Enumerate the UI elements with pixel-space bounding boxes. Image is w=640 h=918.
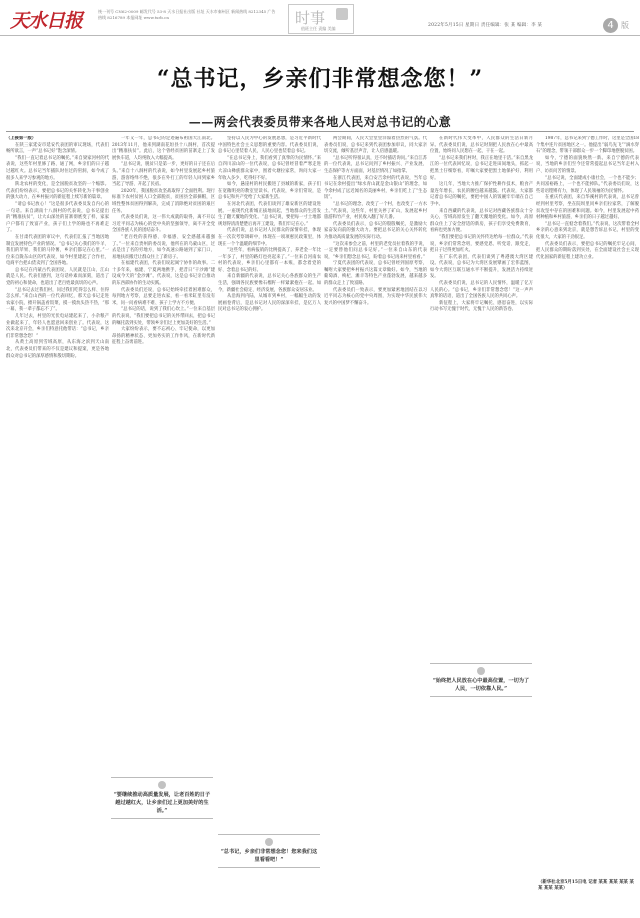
paragraph: 代表委员们一致表示，要更加紧密地团结在以习近平同志为核心的党中央周围，为实现中华民族伟大复兴的中国梦不懈奋斗。	[324, 287, 427, 306]
subheadline: ——两会代表委员带来各地人民对总书记的心意	[188, 115, 452, 129]
article-column-1	[6, 136, 109, 914]
paragraph: 几年过去，村里的光伏电站建起来了，小杂粮产业做起来了，年轻人也愿意回来创业了。代表说，这次来北京开会，乡亲们特意托他带话：“总书记，乡亲们非常想念您！”	[6, 314, 109, 339]
pull-quote-text: “总书记，乡亲们非常想念您！您来我们这里看看吧！”	[220, 849, 318, 863]
quote-icon	[477, 667, 485, 675]
paragraph: “总书记的话，说到了我们心坎上。”一位来自基层的代表说，“我们要把总书记的关怀带回去，把总书记的嘱托落到实处，带领乡亲们过上更加美好的生活。”	[112, 307, 215, 326]
jump-line: （上接第一版）	[6, 136, 37, 141]
section-box	[288, 4, 354, 34]
paragraph: 来自新疆的代表说，总书记关心各族群众的生产生活，强调各民族要像石榴籽一样紧紧抱在一起。如今，新疆社会稳定、经济发展，各族群众安居乐业。	[218, 274, 321, 293]
paragraph: 代表们说，总书记对人民群众的深情牵挂，体现在一次次考察调研中，体现在一项项惠民政策里，体现在一个个温暖的细节中。	[218, 228, 321, 247]
paragraph: 2020年，我国脱贫攻坚战取得了全面胜利。现行标准下农村贫困人口全部脱贫，贫困县全部摘帽，区域性整体贫困得到解决，完成了消除绝对贫困的艰巨任务。	[112, 188, 215, 214]
paragraph: “这次来参会之前，村里的老党员拉着我的手说，一定要替他们问总书记好。”一位来自山东的代表说，“乡亲们想念总书记，盼着总书记再来村里看看。”	[324, 241, 427, 260]
page-number-badge: 4	[603, 18, 618, 33]
pull-quote	[430, 663, 532, 697]
paragraph: 代表委员们表示，要把总书记的嘱托牢记心间，把人民群众的期盼落到实处，在全面建设社会主义现代化国家的新征程上建功立业。	[536, 241, 639, 260]
paragraph: “总书记说，全面建成小康社会，一个也不能少；共同富裕路上，一个也不能掉队。”代表委员们说，这些话语铿锵有力，体现了人民领袖的为民情怀。	[536, 175, 639, 194]
paragraph: 在陕三家延安市延安代表团的审议现场，代表们畅所欲言，一声“总书记好”饱含深情。	[6, 142, 109, 155]
headline-divider	[6, 131, 634, 132]
paragraph: “老百姓的获得感、幸福感、安全感越来越强了。”一位来自贵州的委员说，他所在的乌蒙山区，过去是出了名的穷地方，如今高速公路通到了家门口，易地扶贫搬迁让群众住上了新房子。	[112, 234, 215, 260]
paragraph: “总书记听得很认真，还不时插话询问。”来自江苏的一位代表说，总书记问到了乡村振兴、产业发展、生态保护等方方面面，对基层情况了如指掌。	[324, 155, 427, 174]
paragraph: 坚持以人民为中心的发展思想，是习近平新时代中国特色社会主义思想的重要内容。代表委员们说，总书记心里装着人民，人民心里也装着总书记。	[218, 136, 321, 155]
paragraph: 两会期间，人民大会堂里洋溢着热烈的气氛。代表委员们说，总书记来到代表团参加审议，同大家亲切交流，倾听基层声音，让人倍感温暖。	[324, 136, 427, 155]
paragraph: “总书记说，脱贫只是第一步，更好的日子还在后头。”来自十八洞村的代表说，如今村里发展起乡村旅游，游客络绎不绝，很多在外打工的年轻人回到家乡当起了导游、开起了民宿。	[112, 162, 215, 188]
paragraph: “总书记的理念，改变了一个村，也改变了一方水土。”代表说，这些年，村里关停了矿山，发展起乡村旅游和竹产业，村民收入翻了好几番。	[324, 201, 427, 221]
paragraph: 新征程上，大家将牢记嘱托、感恩奋进，以实际行动书写无愧于时代、无愧于人民的新答卷。	[430, 300, 533, 313]
paragraph: 代表委员们说，总书记的人民情怀，温暖了亿万人民的心。“总书记，乡亲们非常想念您！”这一声声真挚的话语，道出了全国各族人民的共同心声。	[430, 281, 533, 300]
article-column-6	[536, 136, 639, 914]
paragraph: 在广东代表团，代表们谈到了粤港澳大湾区建设。代表说，总书记为大湾区发展擘画了宏伟蓝图，如今大湾区互联互通水平不断提升，发展活力持续迸发。	[430, 254, 533, 280]
paragraph: 从沿海到内陆，从城市到乡村，一幅幅生动的发展画卷背后，是总书记对人民的深深牵挂，是亿万人民对总书记的衷心拥护。	[218, 294, 321, 313]
paragraph: 从黄土高原到雪域高原，从东海之滨到天山南北，代表委员们带来的不仅是建议和提案，更是各地群众对总书记的深厚感情和殷切期盼。	[6, 340, 109, 359]
paragraph: 陕北农村的变化，是全国脱贫攻坚的一个缩影。代表们纷纷表示，要把总书记的关怀转化为干事创业的强大动力，在乡村振兴的新征程上续写新的篇章。	[6, 182, 109, 201]
paragraph: 代表委员们说，这一伟大成就的取得，离不开以习近平同志为核心的党中央的坚强领导，离不开全党全国各族人民的团结奋斗。	[112, 215, 215, 234]
paragraph: “总书记来我们村时，我正在地里干活。”来自黑龙江的一位代表回忆说，总书记走进田间地头，抓起一把黑土仔细察看，叮嘱大家要把黑土地保护好、利用好。	[430, 155, 533, 181]
paragraph: 来自西藏的代表说，总书记对西藏各族群众十分关心，雪域高原发生了翻天覆地的变化。如今，高原群众住上了安全舒适的新房，孩子们享受免费教育，看病也更加方便。	[430, 208, 533, 234]
paragraph: 总书记在内蒙古代表团说，人民就是江山，江山就是人民。代表们感到，这句话朴素而深刻，道出了党的初心和使命，也道出了老百姓最真切的心声。	[6, 267, 109, 287]
article-column-3	[218, 136, 321, 914]
paragraph: “请总书记放心！”这是很多代表委员发自内心的一句话。来自湖南十八洞村的代表说，总书记提出的“精准扶贫”，让大山深处的苗寨彻底变了样，家家户户都有了致富产业，孩子们上学的路也不再难走了。	[6, 201, 109, 234]
paragraph: 在甘肃代表团的审议中，代表们汇报了当地因地制宜发展特色产业的情况。“总书记关心我们的牛羊、我们的苹果、我们的马铃薯，乡亲们都记在心里。”一位来自陇东山区的代表说，如今村里建起了合作社，电商平台把山货卖到了全国各地。	[6, 234, 109, 267]
paragraph: 一年又一年，总书记的足迹遍布祖国大江南北。2013年11月，他来到湖南花垣县十八洞村，首次提出“精准扶贫”。此后，这个曾经贫困的苗寨走上了发展快车道，人均纯收入大幅提高。	[112, 136, 215, 161]
paragraph: 代表委员们还说，总书记始终牵挂着困难群众，每到地方考察，总要走进农家，看一看米缸里有没有米，问一问看病难不难、孩子上学方不方便。	[112, 287, 215, 306]
article-column-5	[430, 136, 533, 914]
paragraph: 大家纷纷表示，要不忘初心、牢记使命，以更加昂扬的精神状态、更加务实的工作作风，在新时代新征程上奋勇前进。	[112, 327, 215, 346]
paper-info: 统一刊号 CN62-0009 邮发代号 53-8 天水日报社出版 社址 天水市秦州区 新闻热线 8212345 广告热线 8216789 本报网址 www.tsrb.cn	[98, 9, 276, 20]
paragraph: “我们一直记着总书记的嘱托。”来自梁家河村的代表说，这些年村里修了路、通了网，乡亲们的日子越过越红火。总书记当年插队时住过的窑洞，如今成了很多人来学习参观的地方。	[6, 155, 109, 181]
paragraph: 在河北代表团，代表们谈到了雄安新区的建设进展。一座现代化新城正拔地而起，当地群众的生活发生了翻天覆地的变化。“总书记说，要把每一寸土地都规划得清清楚楚后再开工建设，我们牢记在心。”	[218, 201, 321, 227]
masthead	[0, 0, 640, 36]
paragraph: 在福建代表团，代表们说起闽宁协作的故事。二十多年来，福建、宁夏两地携手，把昔日“干沙滩”建设成今天的“金沙滩”。代表说，这是总书记亲自推动的东西部协作的生动实践。	[112, 261, 215, 287]
article-column-4	[324, 136, 427, 914]
pull-quote-text: “始终把人民放在心中最高位置，一切为了人民，一切依靠人民。”	[432, 678, 530, 692]
paragraph: 宁夏代表团的代表说，总书记曾经到固原考察，嘱咐大家要把乡村振兴这篇文章做好。如今，当地的葡萄酒、枸杞、滩羊等特色产业蓬勃发展，越来越多的群众走上了致富路。	[324, 261, 427, 287]
paragraph: “总书记去过我们村，问过我们吃得怎么样、住得怎么样。”来自山西的一位代表回忆，那天总书记走进农家小院，掀开锅盖看饭菜，摸一摸炕头热不热，“那一幕，我一辈子都忘不了”。	[6, 287, 109, 313]
page-label: 版	[621, 21, 629, 30]
dateline: 2022年5月15日 星期日 责任编辑：张 某 编辑：李 某	[428, 23, 543, 28]
paragraph: “这些年，看病报销的比例提高了，养老金一年比一年多了，村里的路灯也亮起来了。”一位来自河南农村的代表说，乡亲们心里都有一本账，都念着党的好、念着总书记的好。	[218, 248, 321, 273]
headline: “总书记，乡亲们非常想念您！”	[156, 66, 484, 92]
section-staff: 值班主任 责编 美编	[301, 26, 336, 31]
quote-icon	[265, 838, 273, 846]
newspaper-logo: 天水日报	[10, 10, 83, 32]
paragraph: “我们要把总书记的关怀传达给每一位群众。”代表说，乡亲们常常念叨，要感党恩、听党话、跟党走，把日子过得更加红火。	[430, 234, 533, 254]
paragraph: 如今，宁德的面貌焕然一新。来自宁德的代表说，当地的乡亲们至今还常常提起总书记当年走村入户、访贫问苦的情景。	[536, 155, 639, 174]
pull-quote	[111, 777, 213, 819]
paragraph: 1987年，总书记来到宁德工作时，这里是全国18个集中连片贫困地区之一。他提出“弱鸟先飞”“滴水穿石”的理念，带领干部群众一步一个脚印地摆脱贫困。	[536, 136, 639, 155]
paragraph: 代表委员们表示，总书记的殷殷嘱托，是激励大家奋发向前的强大动力。要把总书记的关心关怀转化为推动高质量发展的实际行动。	[324, 221, 427, 240]
article-byline: （新华社北京5月15日电 记者 某某 某某 某某 某某 某某 某某）	[538, 880, 636, 893]
paragraph: “总书记一直惦念着我们。”代表说，这次带着全村乡亲的心意来到北京，就是想告诉总书记，村里的变化很大，大家的干劲很足。	[536, 221, 639, 240]
pull-quote	[218, 834, 320, 868]
paragraph: 在重庆代表团，来自华溪村的代表说，总书记曾经到村里考察，坐在院坝里同乡亲们拉家常，了解脱贫攻坚中存在的困难和问题。如今，村里发展起中药材种植和乡村旅游，乡亲们的日子越过越好。	[536, 195, 639, 221]
section-icon	[336, 8, 348, 20]
quote-icon	[158, 781, 166, 789]
paragraph: 如今，悬崖村的村民搬进了县城的新家，孩子们在宽敞明亮的教室里读书。代表说，乡亲们常说，是总书记和共产党给了大家新生活。	[218, 182, 321, 201]
paragraph: “在总书记身上，我们看到了真挚的为民情怀。”来自四川凉山的一位代表说，总书记曾经冒着严寒走进大凉山彝族群众家中，围着火塘拉家常，询问大家一年收入多少、吃得好不好。	[218, 155, 321, 181]
paragraph: 在浙江代表团，来自安吉余村的代表说，当年总书记在余村提出“绿水青山就是金山银山”的理念，如今余村成了远近闻名的美丽乡村，乡亲们吃上了“生态饭”。	[324, 175, 427, 201]
paragraph: 在新时代伟大变革中，人民群众的生活日新月异。代表委员们说，总书记时刻把人民放在心中最高位置，始终同人民想在一起、干在一起。	[430, 136, 533, 155]
section-title: 时事	[295, 9, 326, 27]
pull-quote-text: “要继续推动高质量发展，让老百姓的日子越过越红火，让乡亲们过上更加美好的生活。”	[113, 792, 211, 814]
paragraph: 这几年，当地大力推广保护性耕作技术，粮食产量连年增长，农民的腰包越来越鼓。代表说，大家都记着总书记的嘱托，要把中国人的饭碗牢牢端在自己手中。	[430, 182, 533, 207]
